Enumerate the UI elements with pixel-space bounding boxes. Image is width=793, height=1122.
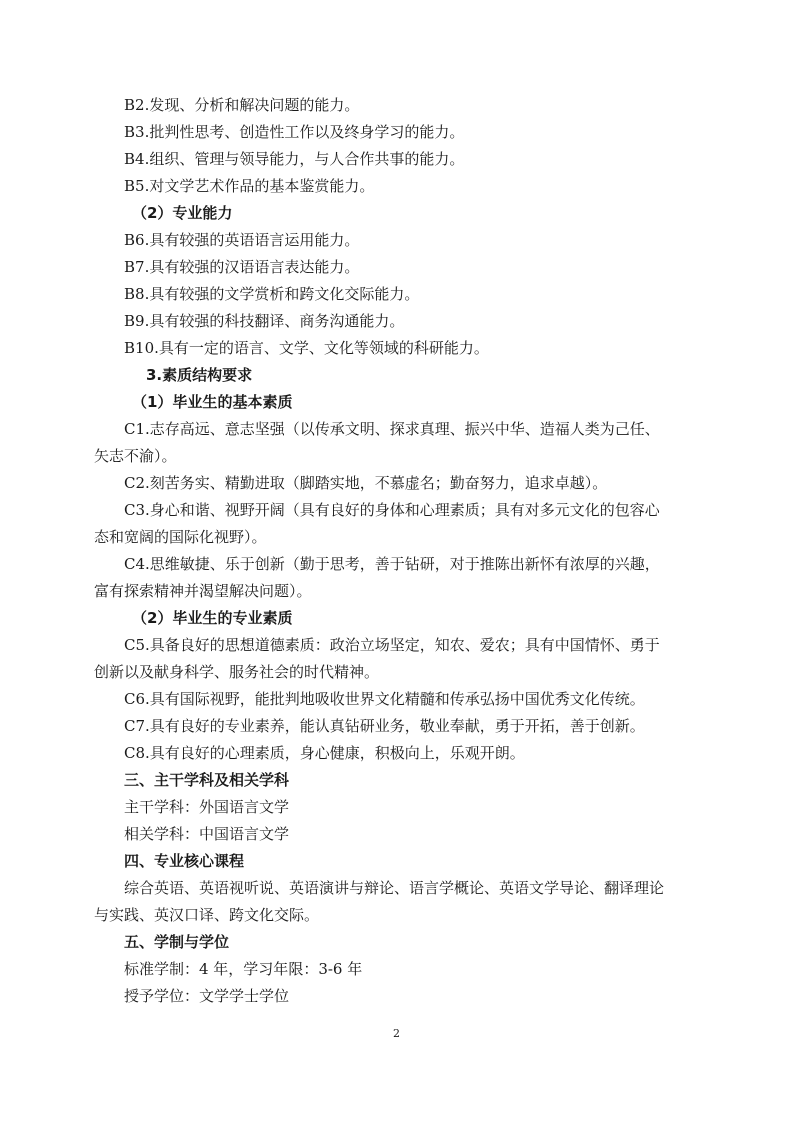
paragraph-line: 综合英语、英语视听说、英语演讲与辩论、语言学概论、英语文学导论、翻译理论 — [124, 879, 665, 897]
section-heading: （2）毕业生的专业素质 — [132, 609, 293, 627]
section-heading: 3.素质结构要求 — [146, 366, 253, 384]
paragraph-line: C5.具备良好的思想道德素质：政治立场坚定，知农、爱农；具有中国情怀、勇于 — [124, 636, 660, 654]
section-heading: 四、专业核心课程 — [124, 852, 245, 870]
paragraph-line: 与实践、英汉口译、跨文化交际。 — [94, 906, 320, 924]
page-number: 2 — [393, 1027, 400, 1040]
paragraph-line: 标准学制：4 年，学习年限：3-6 年 — [124, 960, 363, 978]
paragraph-line: 相关学科：中国语言文学 — [124, 825, 290, 843]
paragraph-line: 主干学科：外国语言文学 — [124, 798, 290, 816]
paragraph-line: 矢志不渝）。 — [94, 447, 177, 465]
paragraph-line: 授予学位：文学学士学位 — [124, 987, 290, 1005]
paragraph-line: B7.具有较强的汉语语言表达能力。 — [124, 258, 360, 276]
paragraph-line: B10.具有一定的语言、文学、文化等领域的科研能力。 — [124, 339, 489, 357]
section-heading: （2）专业能力 — [132, 204, 233, 222]
paragraph-line: 富有探索精神并渴望解决问题）。 — [94, 582, 312, 600]
paragraph-line: 创新以及献身科学、服务社会的时代精神。 — [94, 663, 380, 681]
paragraph-line: B5.对文学艺术作品的基本鉴赏能力。 — [124, 177, 375, 195]
paragraph-line: B6.具有较强的英语语言运用能力。 — [124, 231, 360, 249]
paragraph-line: B3.批判性思考、创造性工作以及终身学习的能力。 — [124, 123, 465, 141]
section-heading: 五、学制与学位 — [124, 933, 230, 951]
paragraph-line: 态和宽阔的国际化视野）。 — [94, 528, 267, 546]
paragraph-line: B4.组织、管理与领导能力，与人合作共事的能力。 — [124, 150, 465, 168]
paragraph-line: C7.具有良好的专业素养，能认真钻研业务，敬业奉献，勇于开拓，善于创新。 — [124, 717, 645, 735]
section-heading: 三、主干学科及相关学科 — [124, 771, 290, 789]
paragraph-line: C8.具有良好的心理素质，身心健康，积极向上，乐观开朗。 — [124, 744, 525, 762]
paragraph-line: C2.刻苦务实、精勤进取（脚踏实地，不慕虚名；勤奋努力，追求卓越）。 — [124, 474, 608, 492]
paragraph-line: C1.志存高远、意志坚强（以传承文明、探求真理、振兴中华、造福人类为己任、 — [124, 420, 660, 438]
section-heading: （1）毕业生的基本素质 — [132, 393, 293, 411]
paragraph-line: B8.具有较强的文学赏析和跨文化交际能力。 — [124, 285, 420, 303]
paragraph-line: B9.具有较强的科技翻译、商务沟通能力。 — [124, 312, 405, 330]
paragraph-line: C4.思维敏捷、乐于创新（勤于思考，善于钻研，对于推陈出新怀有浓厚的兴趣， — [124, 555, 660, 573]
paragraph-line: B2.发现、分析和解决问题的能力。 — [124, 96, 360, 114]
paragraph-line: C3.身心和谐、视野开阔（具有良好的身体和心理素质；具有对多元文化的包容心 — [124, 501, 660, 519]
paragraph-line: C6.具有国际视野，能批判地吸收世界文化精髓和传承弘扬中国优秀文化传统。 — [124, 690, 645, 708]
